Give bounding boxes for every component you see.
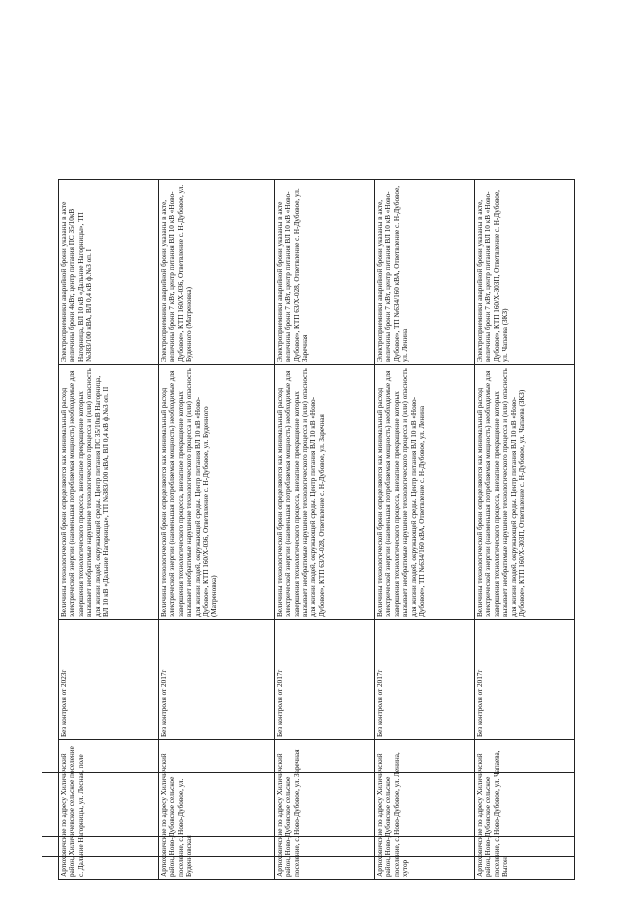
cell-result: Электроприемники аварийной брони указаны в акте величины брони 7 кВт, центр питания ВЛ 10 кВ «Ново-Дубовое», КТП 63/Х-028, Ответвление с. Н-Дубовое, ул. Заречная	[274, 180, 374, 365]
cell-description: Величины технологической брони определяются как минимальный расход электрической энергии (наименьшая потребляемая мощность) необходимые для завершения технологического процесса, внезапное прекращение которых вызывает необратимые нарушение технологического процесса и (или) опасность для жизни людей, окружающей среды. Центр питания ВЛ 10 кВ «Ново-Дубовое», КТП 160/Х-036, Ответвление с. Н-Дубовое, ул. Буденного (Матреновка)	[159, 365, 275, 620]
cell-description: Величины технологической брони определяются как минимальный расход электрической энергии (наименьшая потребляемая мощность) необходимые для завершения технологического процесса, внезапное прекращение которых вызывает необратимые нарушение технологического процесса и (или) опасность для жизни людей, окружающей среды. Центр питания ВЛ 10 кВ «Ново-Дубовое», КТП 63/Х-028, Ответвление с. Н-Дубовое, ул. Заречная	[274, 365, 374, 620]
cell-address: Артюховичские по адресу Хиличичский район, Ново-Дубовское сельское поселение, с. Ново-Дубовое, ул. Чапаева, Выгон	[474, 740, 574, 880]
reserve-table	[58, 179, 575, 880]
cell-address: Артюховичские по адресу Хиличичский район, Ново-Дубовское сельское поселение, с. Ново-Дубовое, ул. Заречная	[274, 740, 374, 880]
table-row	[374, 180, 474, 880]
cell-period: Без контроля от 2023г	[59, 620, 159, 740]
table-row	[159, 180, 275, 880]
cell-period: Без контроля от 2017г	[474, 620, 574, 740]
cell-address: Артюховичские по адресу Хиличичский район, Ново-Дубовское сельское поселение, с. Ново-Дубовое, ул. Ленина, хутор	[374, 740, 474, 880]
cell-result: Электроприемники аварийной брони указаны в акте, величины брони 7 кВт, центр питания ВЛ 10 кВ «Ново-Дубовое», КТП 160/Х-036, Ответвление с. Н-Дубовое, ул. Буденного (Матреновка)	[159, 180, 275, 365]
table-row	[59, 180, 159, 880]
cell-result: Электроприемники аварийной брони указаны в акте величины брони 4кВт, центр питания ПС 35/10кВ Нагорница, ВЛ 10 кВ «Дальние Нагорницы», ТП №383/100 кВА, ВЛ 0,4 кВ ф.№3 оп. I	[59, 180, 159, 365]
cell-result: Электроприемники аварийной брони указаны в акте, величины брони 7 кВт, центр питания ВЛ 10 кВ «Ново-Дубовое», ТП №634/160 кВА, Ответвление с. Н-Дубовое, ул. Ленина	[374, 180, 474, 365]
table-row	[474, 180, 574, 880]
cell-description: Величины технологической брони определяются как минимальный расход электрической энергии (наименьшая потребляемая мощность) необходимые для завершения технологического процесса, внезапное прекращение которых вызывает необратимые нарушение технологического процесса и (или) опасность для жизни людей, окружающей среды. Центр питания ВЛ 10 кВ «Ново-Дубовое», ТП №634/160 кВА, Ответвление с. Н-Дубовое, ул. Ленина	[374, 365, 474, 620]
rotated-table-wrapper	[58, 180, 575, 880]
cell-address: Артюховичские по адресу Хиличичский район, Хиличичевское сельское поселение с. Дальние Нагорницы, ул. Лесная, поле	[59, 740, 159, 880]
cell-period: Без контроля от 2017г	[159, 620, 275, 740]
cell-description: Величины технологической брони определяются как минимальный расход электрической энергии (наименьшая потребляемая мощность) необходимые для завершения технологического процесса, внезапное прекращение которых вызывает необратимые нарушение технологического процесса и (или) опасность для жизни людей, окружающей среды. Центр питания ВЛ 10 кВ «Ново-Дубовое», КТП 160/Х-303П, Ответвление с. Н-Дубовое, ул. Чапаева (ЗКЗ)	[474, 365, 574, 620]
cell-address: Артюховичские по адресу Хиличичский район, Ново-Дубовское сельское поселение, с. Ново-Дубовое, ул. Буденновская	[159, 740, 275, 880]
cell-period: Без контроля от 2017г	[274, 620, 374, 740]
cell-description: Величины технологической брони определяются как минимальный расход электрической энергии (наименьшая потребляемая мощность) необходимые для завершения технологического процесса, внезапное прекращение которых вызывает необратимые нарушение технологического процесса и (или) опасность для жизни людей, окружающей среды. Центр питания ПС 35/10кВ Нагорница, ВЛ 10 кВ «Дальние Нагорницы», ТП №383/100 кВА, ВЛ 0,4 кВ ф.№3 оп. II	[59, 365, 159, 620]
table-row	[274, 180, 374, 880]
cell-result: Электроприемники аварийной брони указаны в акте, величины брони 7 кВт, центр питания ВЛ 10 кВ «Ново-Дубовое», КТП 160/Х-303П, Ответвление с. Н-Дубовое, ул. Чапаева (ЗКЗ)	[474, 180, 574, 365]
cell-period: Без контроля от 2017г	[374, 620, 474, 740]
